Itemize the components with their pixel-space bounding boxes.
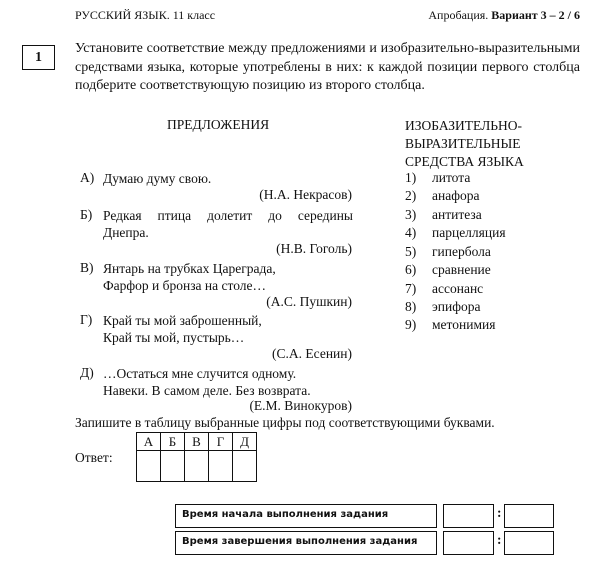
sentence-line: Думаю думу свою. <box>103 171 212 186</box>
means-item: гипербола <box>432 244 491 259</box>
answer-column-header: Б <box>161 433 185 451</box>
sentence-author: (Е.М. Винокуров) <box>249 398 352 413</box>
sentence-line: Днепра. <box>103 225 149 240</box>
means-item: антитеза <box>432 207 482 222</box>
sentence-label: А) <box>80 170 95 185</box>
answer-label: Ответ: <box>75 450 113 465</box>
right-column-header <box>405 117 524 171</box>
task-text: Установите соответствие между предложениями и изобразительно-выразительными средствами языка, которые употреблены в них: к каждой позиции первого столбца подберите соответствующую позицию из второго столбца. <box>75 41 580 93</box>
instruction-text: Запишите в таблицу выбранные цифры под соответствующими буквами. <box>75 415 495 430</box>
means-number: 8) <box>405 299 417 314</box>
sentence-line: Край ты мой заброшенный, <box>103 313 262 328</box>
right-header-line: ВЫРАЗИТЕЛЬНЫЕ <box>405 136 521 151</box>
left-column-header: ПРЕДЛОЖЕНИЯ <box>167 117 270 132</box>
answer-column-header: Д <box>233 433 257 451</box>
start-hours-box[interactable] <box>443 504 494 528</box>
means-item: метонимия <box>432 317 496 332</box>
means-number: 4) <box>405 225 417 240</box>
sentence-line: Фарфор и бронза на столе… <box>103 278 267 293</box>
end-time-label: Время завершения выполнения задания <box>175 531 437 555</box>
means-item: эпифора <box>432 299 481 314</box>
answer-column-header: В <box>185 433 209 451</box>
means-number: 2) <box>405 188 417 203</box>
sentence-label: Д) <box>80 365 94 380</box>
answer-column-header: А <box>137 433 161 451</box>
right-header-line: ИЗОБАЗИТЕЛЬНО- <box>405 118 522 133</box>
task-number: 1 <box>22 45 55 70</box>
means-number: 6) <box>405 262 417 277</box>
means-number: 3) <box>405 207 417 222</box>
start-minutes-box[interactable] <box>504 504 554 528</box>
right-header-line: СРЕДСТВА ЯЗЫКА <box>405 154 524 169</box>
sentence-line: Редкая птица долетит до середины <box>103 208 353 223</box>
sentence-author: (С.А. Есенин) <box>272 346 352 361</box>
variant-header <box>428 8 580 23</box>
answer-cell-d[interactable] <box>233 451 257 482</box>
sentence-author: (Н.В. Гоголь) <box>276 241 352 256</box>
end-hours-box[interactable] <box>443 531 494 555</box>
answer-cell-b[interactable] <box>161 451 185 482</box>
sentence-line: Янтарь на трубках Цареграда, <box>103 261 276 276</box>
sentence-label: Г) <box>80 312 93 327</box>
sentence-line: Край ты мой, пустырь… <box>103 330 245 345</box>
means-number: 1) <box>405 170 417 185</box>
sentence-label: Б) <box>80 207 93 222</box>
approbation-label: Апробация. <box>428 8 489 22</box>
sentence-line: …Остаться мне случится одному. <box>103 366 297 381</box>
end-time-separator: : <box>497 532 502 547</box>
means-number: 5) <box>405 244 417 259</box>
means-item: сравнение <box>432 262 491 277</box>
answer-cell-a[interactable] <box>137 451 161 482</box>
end-minutes-box[interactable] <box>504 531 554 555</box>
means-number: 7) <box>405 281 417 296</box>
means-item: анафора <box>432 188 480 203</box>
answer-column-header: Г <box>209 433 233 451</box>
answer-table <box>136 432 257 482</box>
sentence-author: (Н.А. Некрасов) <box>259 187 352 202</box>
sentence-line: Навеки. В самом деле. Без возврата. <box>103 383 311 398</box>
means-item: ассонанс <box>432 281 484 296</box>
start-time-label: Время начала выполнения задания <box>175 504 437 528</box>
answer-cell-g[interactable] <box>209 451 233 482</box>
means-item: литота <box>432 170 471 185</box>
subject-header: РУССКИЙ ЯЗЫК. 11 класс <box>75 8 216 22</box>
means-number: 9) <box>405 317 417 332</box>
variant-label: Вариант 3 – 2 / 6 <box>491 8 580 22</box>
answer-cell-v[interactable] <box>185 451 209 482</box>
means-item: парцелляция <box>432 225 506 240</box>
sentence-label: В) <box>80 260 94 275</box>
start-time-separator: : <box>497 505 502 520</box>
sentence-author: (А.С. Пушкин) <box>266 294 352 309</box>
